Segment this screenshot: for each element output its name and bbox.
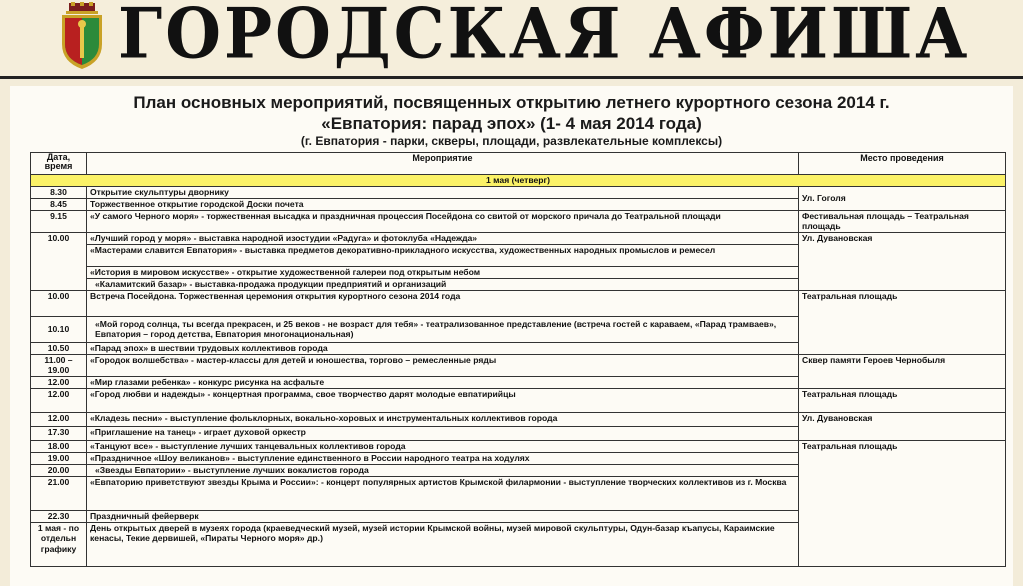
row-event: «Танцуют все» - выступление лучших танцевальных коллективов города bbox=[87, 440, 799, 452]
row-event: «Лучший город у моря» - выставка народной изостудии «Радуга» и фотоклуба «Надежда» bbox=[87, 232, 799, 244]
row-event: «Мастерами славится Евпатория» - выставка предметов декоративно-прикладного искусства, художественных народных промыслов и ремесел bbox=[87, 244, 799, 266]
row-event: Встреча Посейдона. Торжественная церемония открытия курортного сезона 2014 года bbox=[87, 290, 799, 316]
plan-title: План основных мероприятий, посвященных открытию летнего курортного сезона 2014 г. bbox=[133, 93, 890, 112]
row-time: 11.00 – 19.00 bbox=[31, 354, 87, 376]
row-event: День открытых дверей в музеях города (краеведческий музей, музей истории Крымской войны, музей мировой скульптуры, Одун-базар къапусы, Караимские кенасы, Текие дервишей, «Пираты Черного моря» др.) bbox=[87, 522, 799, 566]
row-time: 17.30 bbox=[31, 426, 87, 440]
table-row bbox=[31, 186, 1006, 198]
locations-subtitle: (г. Евпатория - парки, скверы, площади, развлекательные комплексы) bbox=[300, 134, 723, 148]
row-time: 12.00 bbox=[31, 388, 87, 412]
row-event: «Городок волшебства» - мастер-классы для детей и юношества, торгово – ремесленные ряды bbox=[87, 354, 799, 376]
row-time: 12.00 bbox=[31, 376, 87, 388]
row-place: Фестивальная площадь – Театральная площадь bbox=[799, 210, 1006, 232]
row-event: Праздничный фейерверк bbox=[87, 510, 799, 522]
schedule-table bbox=[30, 152, 1006, 567]
row-place: Театральная площадь bbox=[799, 388, 1006, 412]
row-event: «Мир глазами ребенка» - конкурс рисунка на асфальте bbox=[87, 376, 799, 388]
table-row bbox=[31, 232, 1006, 244]
day-row bbox=[31, 175, 1006, 187]
row-event: Открытие скульптуры дворнику bbox=[87, 186, 799, 198]
table-row bbox=[31, 354, 1006, 376]
row-time: 10.10 bbox=[31, 316, 87, 342]
row-event: «Приглашение на танец» - играет духовой оркестр bbox=[87, 426, 799, 440]
table-row bbox=[31, 290, 1006, 316]
row-time: 21.00 bbox=[31, 476, 87, 510]
masthead-rule bbox=[0, 76, 1023, 79]
row-event: «Парад эпох» в шествии трудовых коллективов города bbox=[87, 342, 799, 354]
row-event: «Город любви и надежды» - концертная программа, свое творчество дарят молодые евпатирийцы bbox=[87, 388, 799, 412]
header-place: Место проведения bbox=[799, 153, 1006, 175]
row-time: 20.00 bbox=[31, 464, 87, 476]
header-date: Дата, время bbox=[31, 153, 87, 175]
row-event: «У самого Черного моря» - торжественная высадка и праздничная процессия Посейдона со свитой от морского причала до Театральной площади bbox=[87, 210, 799, 232]
table-header-row bbox=[31, 153, 1006, 175]
day-label: 1 мая (четверг) bbox=[31, 175, 1006, 187]
city-coat-of-arms-icon bbox=[53, 2, 111, 70]
row-place: Театральная площадь bbox=[799, 440, 1006, 566]
row-event: Торжественное открытие городской Доски почета bbox=[87, 198, 799, 210]
row-time: 12.00 bbox=[31, 412, 87, 426]
row-event: «Мой город солнца, ты всегда прекрасен, и 25 веков - не возраст для тебя» - театрализованное представление (встреча гостей с караваем, «Парад трамваев», Евпатория – город детства, Евпатория многонациональная) bbox=[87, 316, 799, 342]
row-event: «Кладезь песни» - выступление фольклорных, вокально-хоровых и инструментальных коллективов города bbox=[87, 412, 799, 426]
table-row bbox=[31, 440, 1006, 452]
row-time: 10.00 bbox=[31, 290, 87, 316]
table-row bbox=[31, 412, 1006, 426]
row-place: Ул. Гоголя bbox=[799, 186, 1006, 210]
table-row bbox=[31, 210, 1006, 232]
row-event: «История в мировом искусстве» - открытие художественной галереи под открытым небом bbox=[87, 266, 799, 278]
row-time: 10.00 bbox=[31, 232, 87, 290]
row-time: 9.15 bbox=[31, 210, 87, 232]
row-event: «Евпаторию приветствуют звезды Крыма и России»: - концерт популярных артистов Крымской филармонии - выступление творческих коллективов из г. Москва bbox=[87, 476, 799, 510]
row-event: «Каламитский базар» - выставка-продажа продукции предприятий и организаций bbox=[87, 278, 799, 290]
masthead bbox=[0, 0, 1023, 78]
event-title: «Евпатория: парад эпох» (1- 4 мая 2014 года) bbox=[321, 114, 702, 133]
header-event: Мероприятие bbox=[87, 153, 799, 175]
row-place: Театральная площадь bbox=[799, 290, 1006, 354]
row-place: Сквер памяти Героев Чернобыля bbox=[799, 354, 1006, 388]
row-event: «Праздничное «Шоу великанов» - выступление единственного в России народного театра на ходулях bbox=[87, 452, 799, 464]
row-time: 1 мая - по отдельн графику bbox=[31, 522, 87, 566]
row-place: Ул. Дувановская bbox=[799, 232, 1006, 290]
row-time: 8.45 bbox=[31, 198, 87, 210]
row-place: Ул. Дувановская bbox=[799, 412, 1006, 440]
masthead-title: ГОРОДСКАЯ АФИША bbox=[118, 0, 971, 75]
row-time: 19.00 bbox=[31, 452, 87, 464]
row-time: 18.00 bbox=[31, 440, 87, 452]
table-row bbox=[31, 388, 1006, 412]
row-event: «Звезды Евпатории» - выступление лучших вокалистов города bbox=[87, 464, 799, 476]
row-time: 22.30 bbox=[31, 510, 87, 522]
row-time: 8.30 bbox=[31, 186, 87, 198]
row-time: 10.50 bbox=[31, 342, 87, 354]
